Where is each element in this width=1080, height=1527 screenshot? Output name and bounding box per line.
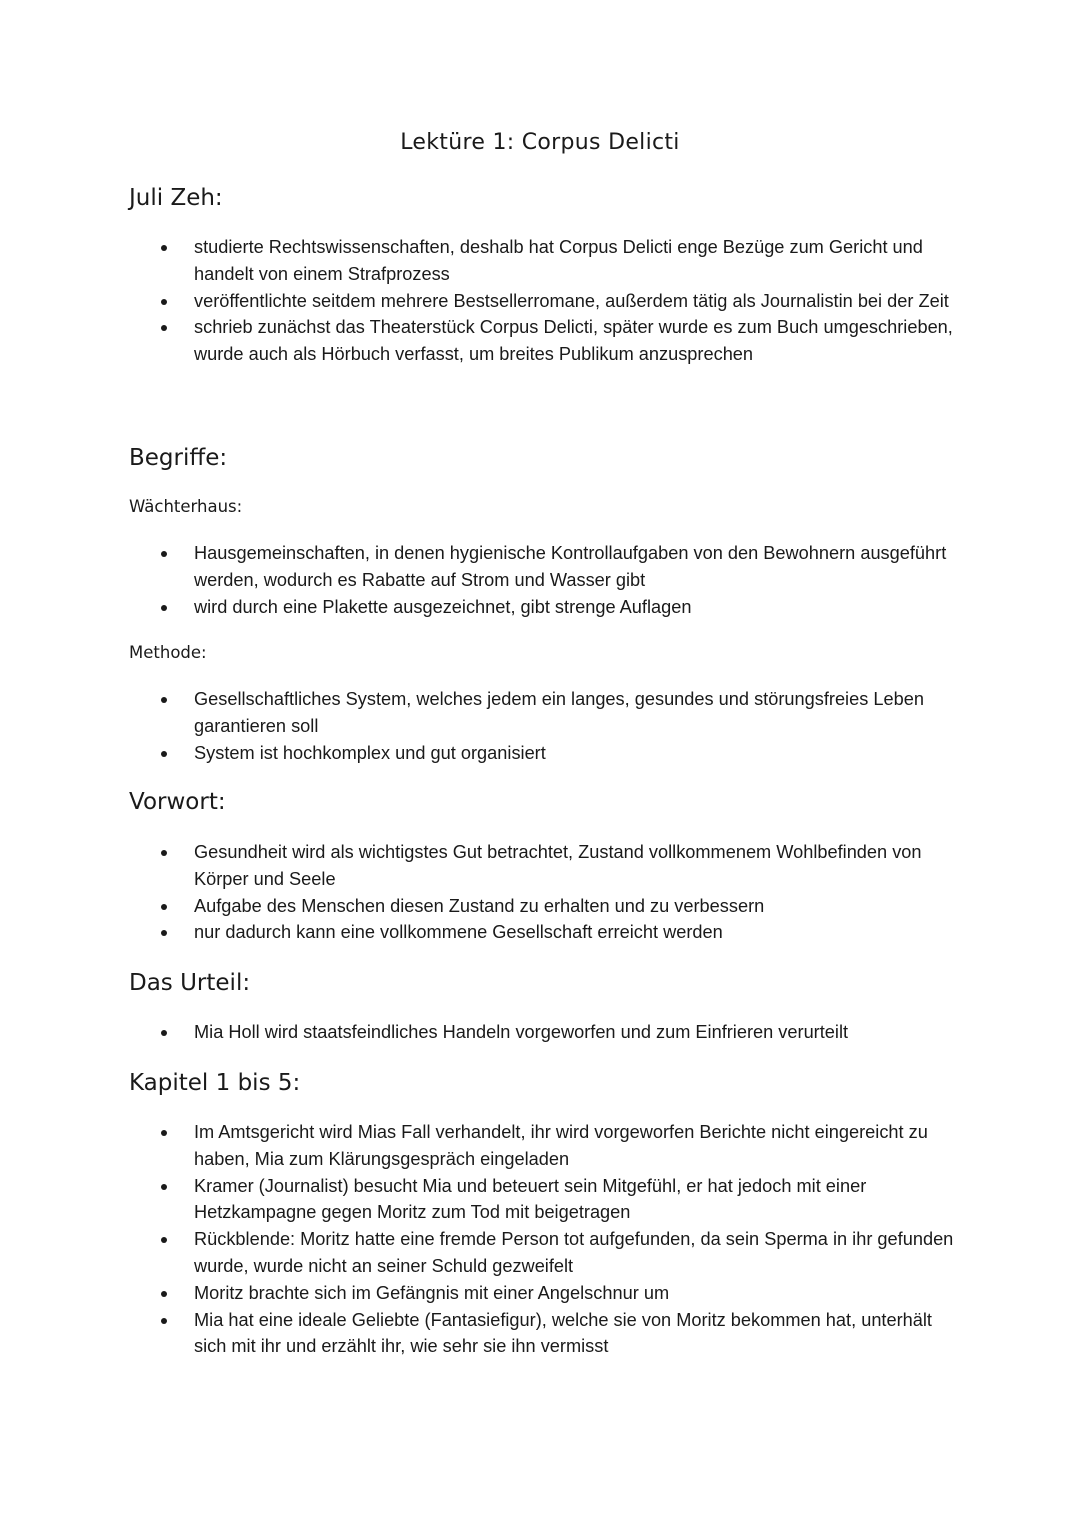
bullet-icon: [161, 850, 167, 856]
list-item: [0, 686, 1080, 740]
list-item: [0, 1173, 1080, 1227]
list-item: [0, 1307, 1080, 1361]
bullet-icon: [161, 551, 167, 557]
bullet-icon: [161, 1130, 167, 1136]
heading-juli-zeh: Juli Zeh:: [129, 185, 223, 211]
bullet-icon: [161, 930, 167, 936]
list-urteil: [0, 1019, 1080, 1046]
bullet-icon: [161, 1318, 167, 1324]
bullet-icon: [161, 245, 167, 251]
list-item: [0, 594, 1080, 621]
list-item-text: schrieb zunächst das Theaterstück Corpus Delicti, später wurde es zum Buch umgeschrieben, wurde auch als Hörbuch verfasst, um breites Publikum anzusprechen: [194, 317, 953, 365]
list-item-text: Mia Holl wird staatsfeindliches Handeln vorgeworfen und zum Einfrieren verurteilt: [194, 1022, 849, 1042]
list-item: [0, 1280, 1080, 1307]
list-item-text: System ist hochkomplex und gut organisiert: [194, 742, 546, 763]
list-item-text: Gesellschaftliches System, welches jedem ein langes, gesundes und störungsfreies Leben garantieren soll: [194, 689, 924, 736]
list-item: [0, 1226, 1080, 1280]
document-title: Lektüre 1: Corpus Delicti: [400, 130, 680, 155]
bullet-icon: [161, 325, 167, 331]
list-waechterhaus: [0, 540, 1080, 620]
list-item: [0, 1119, 1080, 1173]
heading-begriffe: Begriffe:: [129, 445, 228, 471]
list-item: [0, 234, 1080, 288]
list-vorwort: [0, 839, 1080, 946]
list-item-text: Rückblende: Moritz hatte eine fremde Person tot aufgefunden, da sein Sperma in ihr gefunden wurde, wurde nicht an seiner Schuld gezweifelt: [194, 1229, 954, 1276]
list-item-text: nur dadurch kann eine vollkommene Gesellschaft erreicht werden: [194, 922, 723, 943]
list-item-text: Hausgemeinschaften, in denen hygienische Kontrollaufgaben von den Bewohnern ausgeführt werden, wodurch es Rabatte auf Strom und Wasser gibt: [194, 543, 947, 590]
heading-vorwort: Vorwort:: [129, 789, 226, 815]
bullet-icon: [161, 605, 167, 611]
list-methode: [0, 686, 1080, 766]
list-item: [0, 314, 1080, 368]
list-item: [0, 893, 1080, 920]
list-item: [0, 839, 1080, 893]
list-item: [0, 540, 1080, 594]
subheading-methode: Methode:: [129, 643, 207, 662]
bullet-icon: [161, 1237, 167, 1243]
list-item-text: veröffentlichte seitdem mehrere Bestsellerromane, außerdem tätig als Journalistin bei der Zeit: [194, 290, 949, 311]
list-item-text: Aufgabe des Menschen diesen Zustand zu erhalten und zu verbessern: [194, 895, 765, 916]
list-item-text: studierte Rechtswissenschaften, deshalb hat Corpus Delicti enge Bezüge zum Gericht und handelt von einem Strafprozess: [194, 237, 923, 284]
list-item-text: Im Amtsgericht wird Mias Fall verhandelt, ihr wird vorgeworfen Berichte nicht eingereicht zu haben, Mia zum Klärungsgespräch eingeladen: [194, 1122, 928, 1169]
subheading-waechterhaus: Wächterhaus:: [129, 497, 243, 516]
list-item-text: Kramer (Journalist) besucht Mia und beteuert sein Mitgefühl, er hat jedoch mit einer Hetzkampagne gegen Moritz zum Tod mit beigetragen: [194, 1175, 867, 1223]
heading-urteil: Das Urteil:: [129, 970, 251, 996]
list-item-text: Gesundheit wird als wichtigstes Gut betrachtet, Zustand vollkommenem Wohlbefinden von Körper und Seele: [194, 842, 922, 889]
bullet-icon: [161, 697, 167, 703]
list-item-text: Mia hat eine ideale Geliebte (Fantasiefigur), welche sie von Moritz bekommen hat, unterhält sich mit ihr und erzählt ihr, wie sehr sie ihn vermisst: [194, 1309, 932, 1357]
bullet-icon: [161, 751, 167, 757]
list-item-text: wird durch eine Plakette ausgezeichnet, gibt strenge Auflagen: [194, 596, 692, 617]
bullet-icon: [161, 299, 167, 305]
list-juli-zeh: [0, 234, 1080, 368]
list-item-text: Moritz brachte sich im Gefängnis mit einer Angelschnur um: [194, 1282, 670, 1303]
bullet-icon: [161, 1291, 167, 1297]
list-item: [0, 288, 1080, 315]
list-item: [0, 1019, 1080, 1046]
list-item: [0, 919, 1080, 946]
list-item: [0, 740, 1080, 767]
bullet-icon: [161, 1030, 167, 1036]
list-kapitel: [0, 1119, 1080, 1360]
bullet-icon: [161, 904, 167, 910]
heading-kapitel: Kapitel 1 bis 5:: [129, 1070, 301, 1096]
bullet-icon: [161, 1184, 167, 1190]
